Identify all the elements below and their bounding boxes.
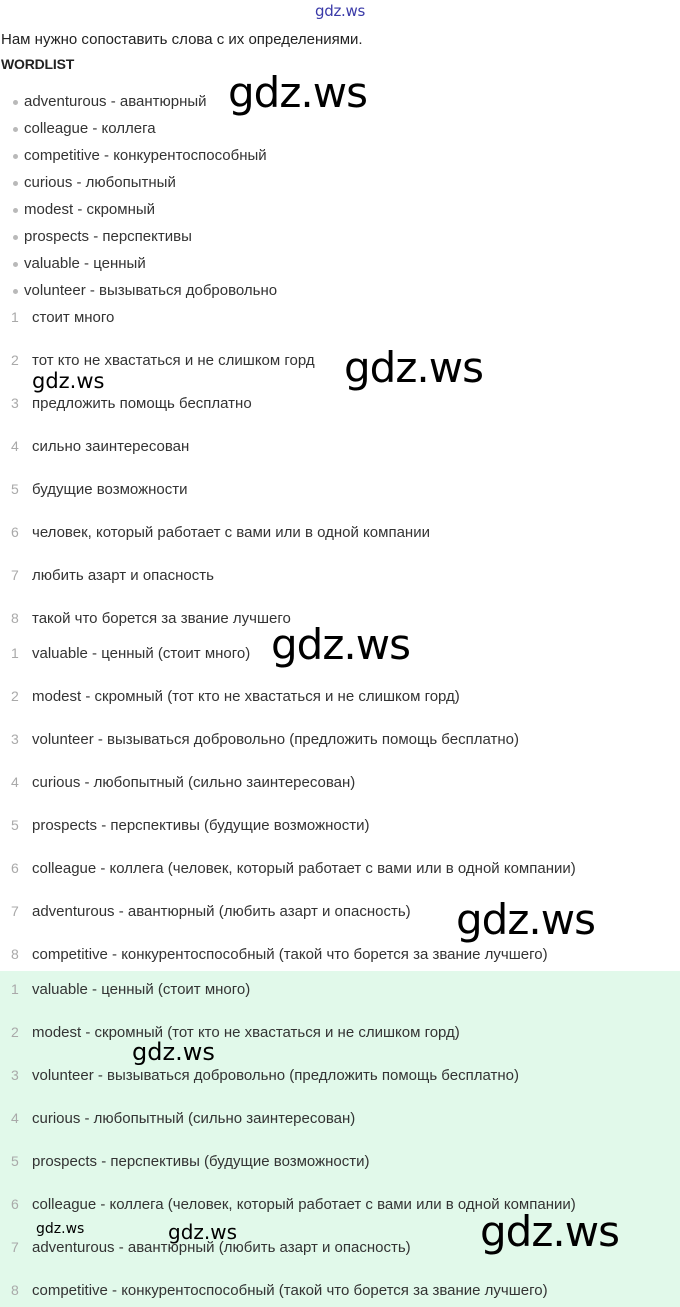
watermark: gdz.ws: [36, 1221, 85, 1237]
watermark: gdz.ws: [228, 68, 367, 117]
answer-item: 6 colleague - коллега (человек, который работает с вами или в одной компании): [11, 1196, 576, 1213]
match-item: 5 prospects - перспективы (будущие возможности): [11, 817, 370, 834]
watermark: gdz.ws: [456, 895, 595, 944]
watermark: gdz.ws: [480, 1207, 619, 1256]
answer-item: 7 adventurous - авантюрный (любить азарт и опасность): [11, 1239, 411, 1256]
watermark: gdz.ws: [168, 1220, 238, 1244]
bullet-icon: [13, 181, 18, 186]
definition-item: 7 любить азарт и опасность: [11, 567, 214, 584]
match-item: 1 valuable - ценный (стоит много): [11, 645, 251, 662]
definition-item: 4 сильно заинтересован: [11, 438, 190, 455]
bullet-icon: [13, 208, 18, 213]
intro-text: Нам нужно сопоставить слова с их определениями.: [1, 31, 363, 48]
definition-item: 5 будущие возможности: [11, 481, 188, 498]
answer-item: 1 valuable - ценный (стоит много): [11, 981, 251, 998]
answer-item: 3 volunteer - вызываться добровольно (предложить помощь бесплатно): [11, 1067, 519, 1084]
definition-item: 6 человек, который работает с вами или в одной компании: [11, 524, 430, 541]
watermark: gdz.ws: [344, 343, 483, 392]
wordlist-heading: WORDLIST: [1, 56, 75, 72]
answer-item: 5 prospects - перспективы (будущие возможности): [11, 1153, 370, 1170]
match-item: 3 volunteer - вызываться добровольно (предложить помощь бесплатно): [11, 731, 519, 748]
answer-item: 4 curious - любопытный (сильно заинтересован): [11, 1110, 356, 1127]
definition-item: 1 стоит много: [11, 309, 115, 326]
match-item: 6 colleague - коллега (человек, который работает с вами или в одной компании): [11, 860, 576, 877]
bullet-icon: [13, 235, 18, 240]
match-item: 2 modest - скромный (тот кто не хвастаться и не слишком горд): [11, 688, 460, 705]
site-watermark-header: gdz.ws: [315, 2, 365, 20]
watermark: gdz.ws: [271, 620, 410, 669]
match-item: 4 curious - любопытный (сильно заинтересован): [11, 774, 356, 791]
bullet-icon: [13, 100, 18, 105]
bullet-icon: [13, 262, 18, 267]
match-item: 8 competitive - конкурентоспособный (такой что борется за звание лучшего): [11, 946, 548, 963]
definition-item: 2 тот кто не хвастаться и не слишком горд: [11, 352, 315, 369]
bullet-icon: [13, 154, 18, 159]
definition-item: 8 такой что борется за звание лучшего: [11, 610, 291, 627]
answer-item: 2 modest - скромный (тот кто не хвастаться и не слишком горд): [11, 1024, 460, 1041]
watermark: gdz.ws: [32, 369, 105, 393]
match-item: 7 adventurous - авантюрный (любить азарт и опасность): [11, 903, 411, 920]
bullet-icon: [13, 127, 18, 132]
definition-item: 3 предложить помощь бесплатно: [11, 395, 252, 412]
bullet-icon: [13, 289, 18, 294]
answer-item: 8 competitive - конкурентоспособный (такой что борется за звание лучшего): [11, 1282, 548, 1299]
watermark: gdz.ws: [132, 1038, 215, 1066]
